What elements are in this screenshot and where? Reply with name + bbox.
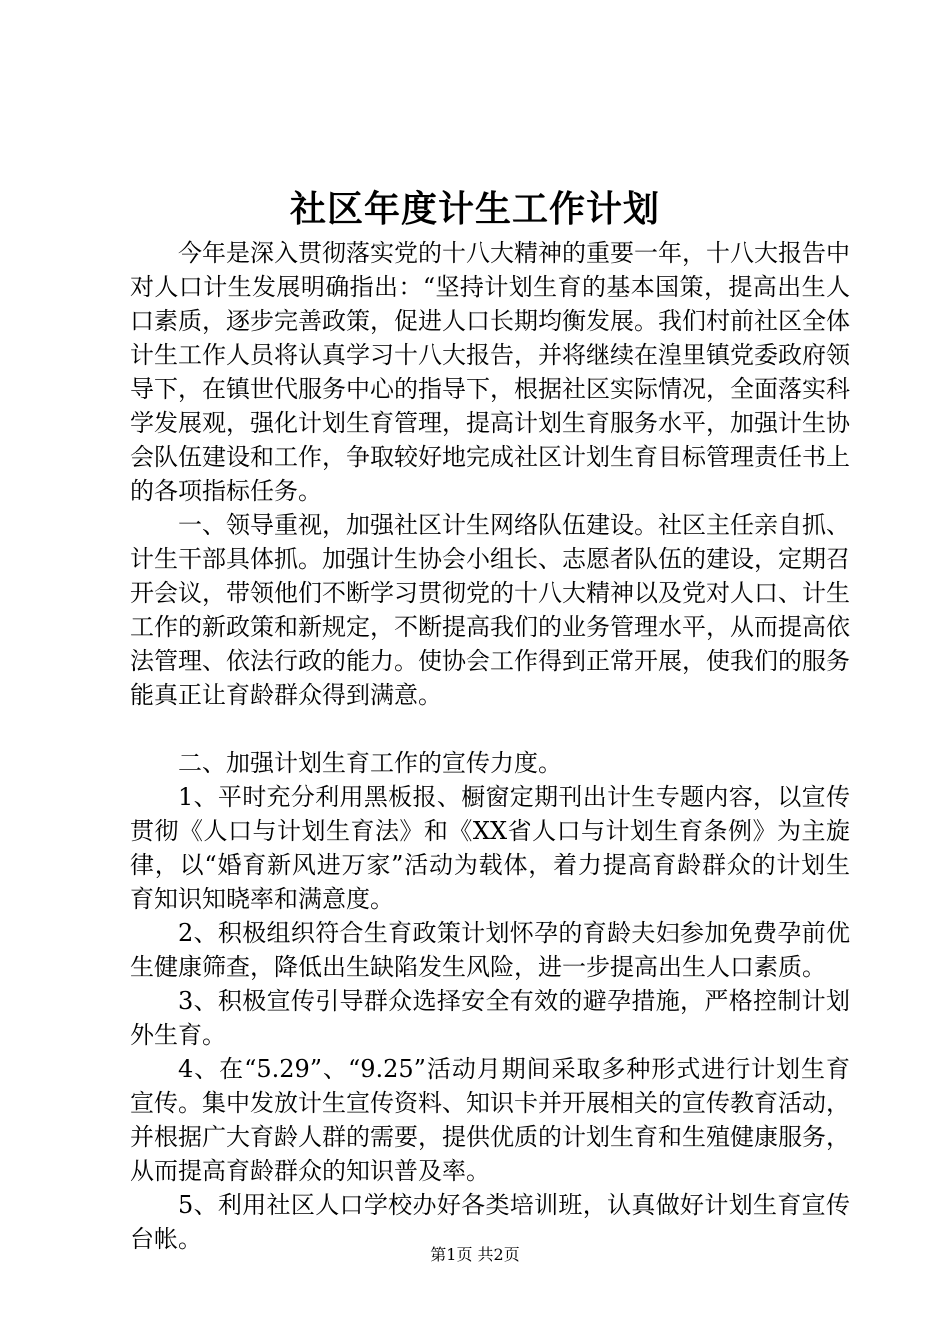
page-number-footer: 第1页 共2页: [430, 1245, 520, 1264]
paragraph-section-2-heading: 二、加强计划生育工作的宣传力度。: [178, 749, 562, 777]
paragraph-item-3: 3、积极宣传引导群众选择安全有效的避孕措施，严格控制计划外生育。: [130, 987, 850, 1049]
document-title: 社区年度计生工作计划: [289, 188, 660, 230]
paragraph-item-4: 4、在“5.29”、“9.25”活动月期间采取多种形式进行计划生育宣传。集中发放计生宣传资料、知识卡并开展相关的宣传教育活动，并根据广大育龄人群的需要，提供优质的计划生育和生殖健康服务，从而提高育龄群众的知识普及率。: [130, 1055, 850, 1185]
paragraph-spacer: [130, 712, 850, 746]
paragraph-intro: 今年是深入贯彻落实党的十八大精神的重要一年，十八大报告中对人口计生发展明确指出：“坚持计划生育的基本国策，提高出生人口素质，逐步完善政策，促进人口长期均衡发展。我们村前社区全体计生工作人员将认真学习十八大报告，并将继续在湟里镇党委政府领导下，在镇世代服务中心的指导下，根据社区实际情况，全面落实科学发展观，强化计划生育管理，提高计划生育服务水平，加强计生协会队伍建设和工作，争取较好地完成社区计划生育目标管理责任书上的各项指标任务。: [130, 239, 850, 505]
document-body: [130, 236, 850, 1256]
paragraph-item-1: 1、平时充分利用黑板报、橱窗定期刊出计生专题内容，以宣传贯彻《人口与计划生育法》和《XX省人口与计划生育条例》为主旋律，以“婚育新风进万家”活动为载体，着力提高育龄群众的计划生育知识知晓率和满意度。: [130, 783, 850, 913]
paragraph-item-5: 5、利用社区人口学校办好各类培训班，认真做好计划生育宣传台帐。: [130, 1191, 850, 1253]
paragraph-item-2: 2、积极组织符合生育政策计划怀孕的育龄夫妇参加免费孕前优生健康筛查，降低出生缺陷发生风险，进一步提高出生人口素质。: [130, 919, 850, 981]
paragraph-section-1: 一、领导重视，加强社区计生网络队伍建设。社区主任亲自抓、计生干部具体抓。加强计生协会小组长、志愿者队伍的建设，定期召开会议，带领他们不断学习贯彻党的十八大精神以及党对人口、计生工作的新政策和新规定，不断提高我们的业务管理水平，从而提高依法管理、依法行政的能力。使协会工作得到正常开展，使我们的服务能真正让育龄群众得到满意。: [130, 511, 850, 709]
